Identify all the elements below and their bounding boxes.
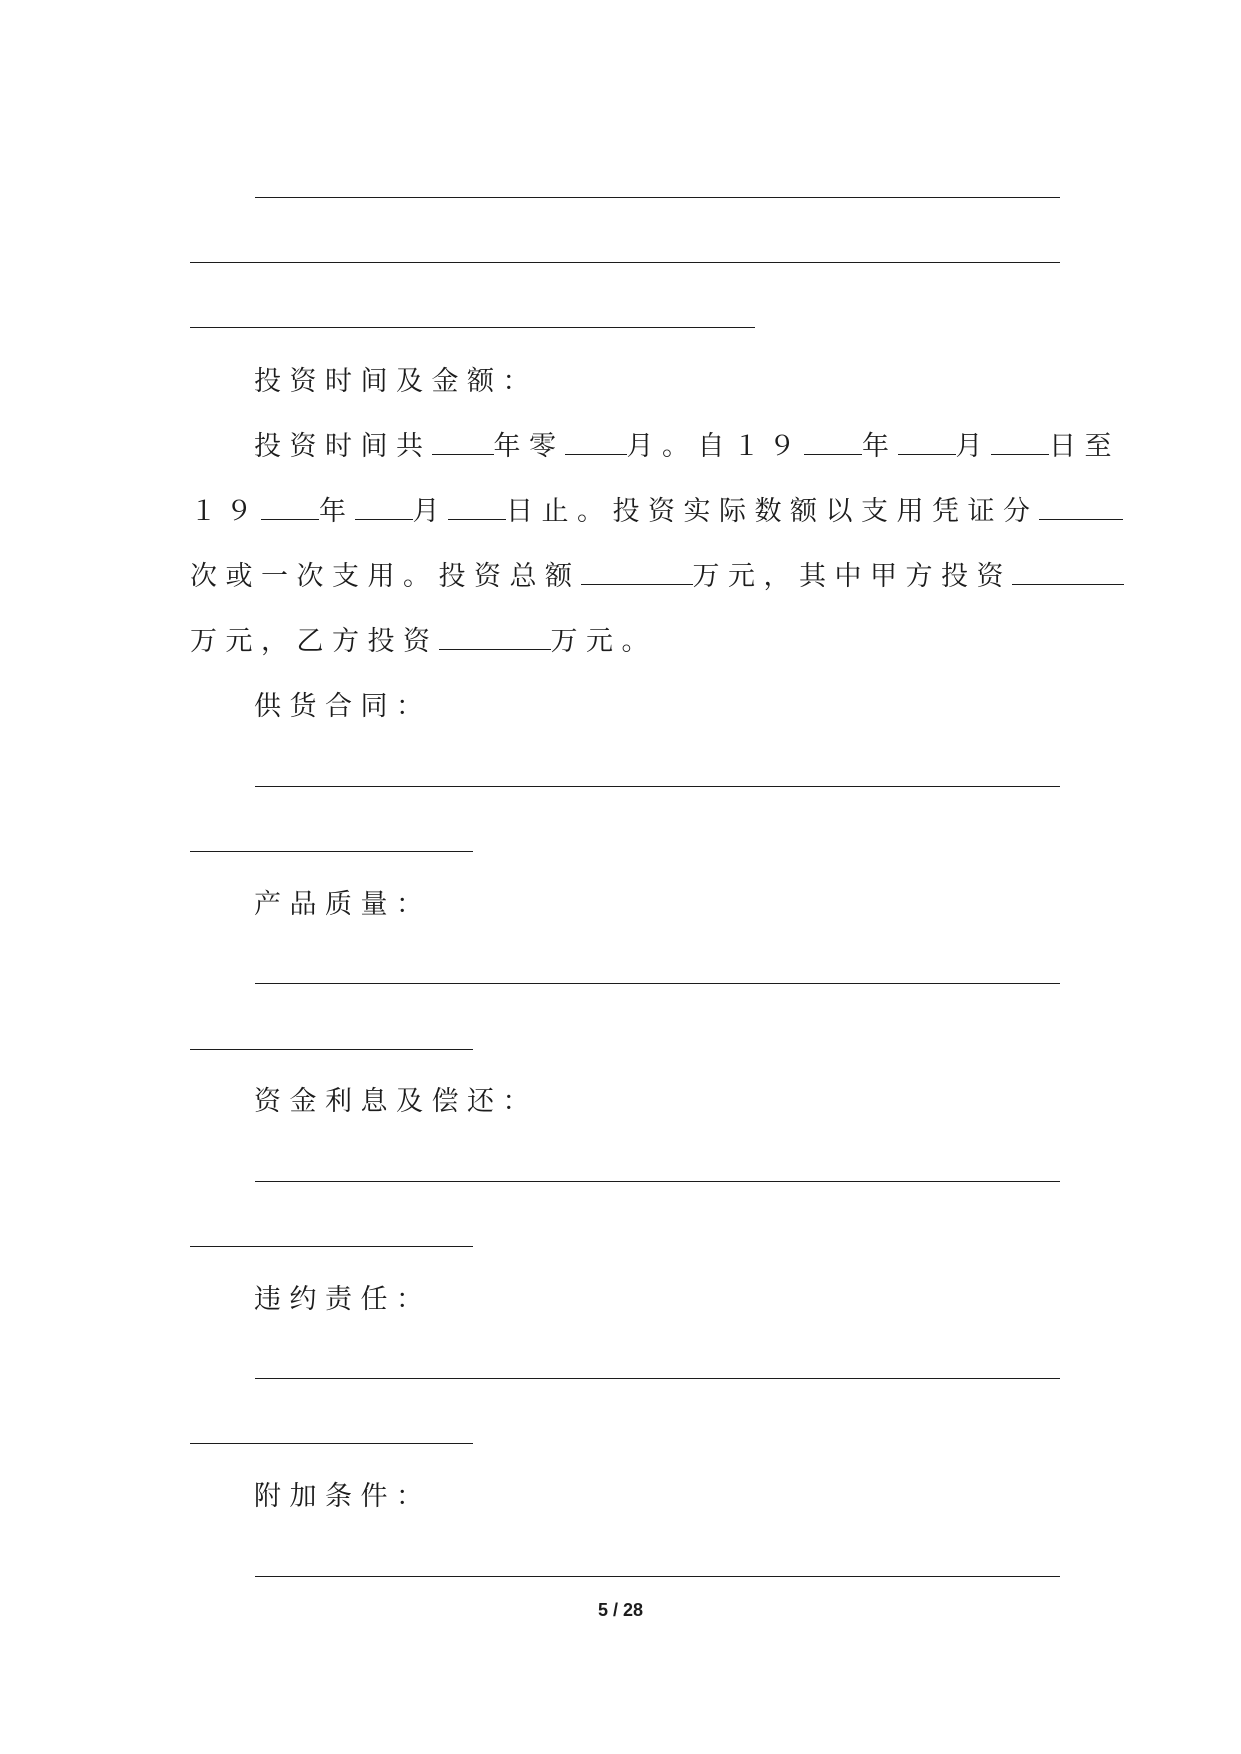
page-number: 5 / 28 bbox=[597, 1600, 644, 1620]
blank-field bbox=[1012, 558, 1124, 585]
investment-line-4: 万元，乙方投资 万元。 bbox=[190, 622, 657, 662]
blank-line bbox=[255, 1181, 1060, 1182]
blank-line bbox=[190, 262, 1060, 263]
blank-line bbox=[255, 1576, 1060, 1577]
blank-field bbox=[439, 623, 551, 650]
blank-field bbox=[355, 493, 413, 520]
supply-heading: 供货合同： bbox=[254, 691, 432, 722]
blank-line bbox=[190, 1443, 473, 1444]
interest-heading: 资金利息及偿还： bbox=[254, 1086, 538, 1117]
investment-line-3: 次或一次支用。投资总额 万元，其中甲方投资 bbox=[190, 557, 1124, 597]
blank-line bbox=[190, 1246, 473, 1247]
blank-field bbox=[448, 493, 506, 520]
blank-field bbox=[565, 428, 627, 455]
conditions-heading: 附加条件： bbox=[254, 1481, 432, 1512]
blank-field bbox=[261, 493, 319, 520]
blank-field bbox=[804, 428, 862, 455]
quality-heading: 产品质量： bbox=[254, 889, 432, 920]
blank-line bbox=[190, 327, 755, 328]
blank-line bbox=[255, 197, 1060, 198]
investment-line-1: 投资时间共 年零 月。自１９ 年 月 日至 bbox=[254, 427, 1120, 467]
investment-line-2: １９ 年 月 日止。投资实际数额以支用凭证分 bbox=[190, 492, 1123, 532]
blank-line bbox=[190, 1049, 473, 1050]
blank-line bbox=[255, 1378, 1060, 1379]
liability-heading: 违约责任： bbox=[254, 1284, 432, 1315]
blank-field bbox=[991, 428, 1049, 455]
investment-heading: 投资时间及金额： bbox=[254, 366, 538, 397]
blank-field bbox=[432, 428, 494, 455]
blank-line bbox=[190, 851, 473, 852]
blank-field bbox=[898, 428, 956, 455]
blank-line bbox=[255, 786, 1060, 787]
blank-field bbox=[1039, 493, 1123, 520]
blank-line bbox=[255, 983, 1060, 984]
blank-field bbox=[581, 558, 693, 585]
